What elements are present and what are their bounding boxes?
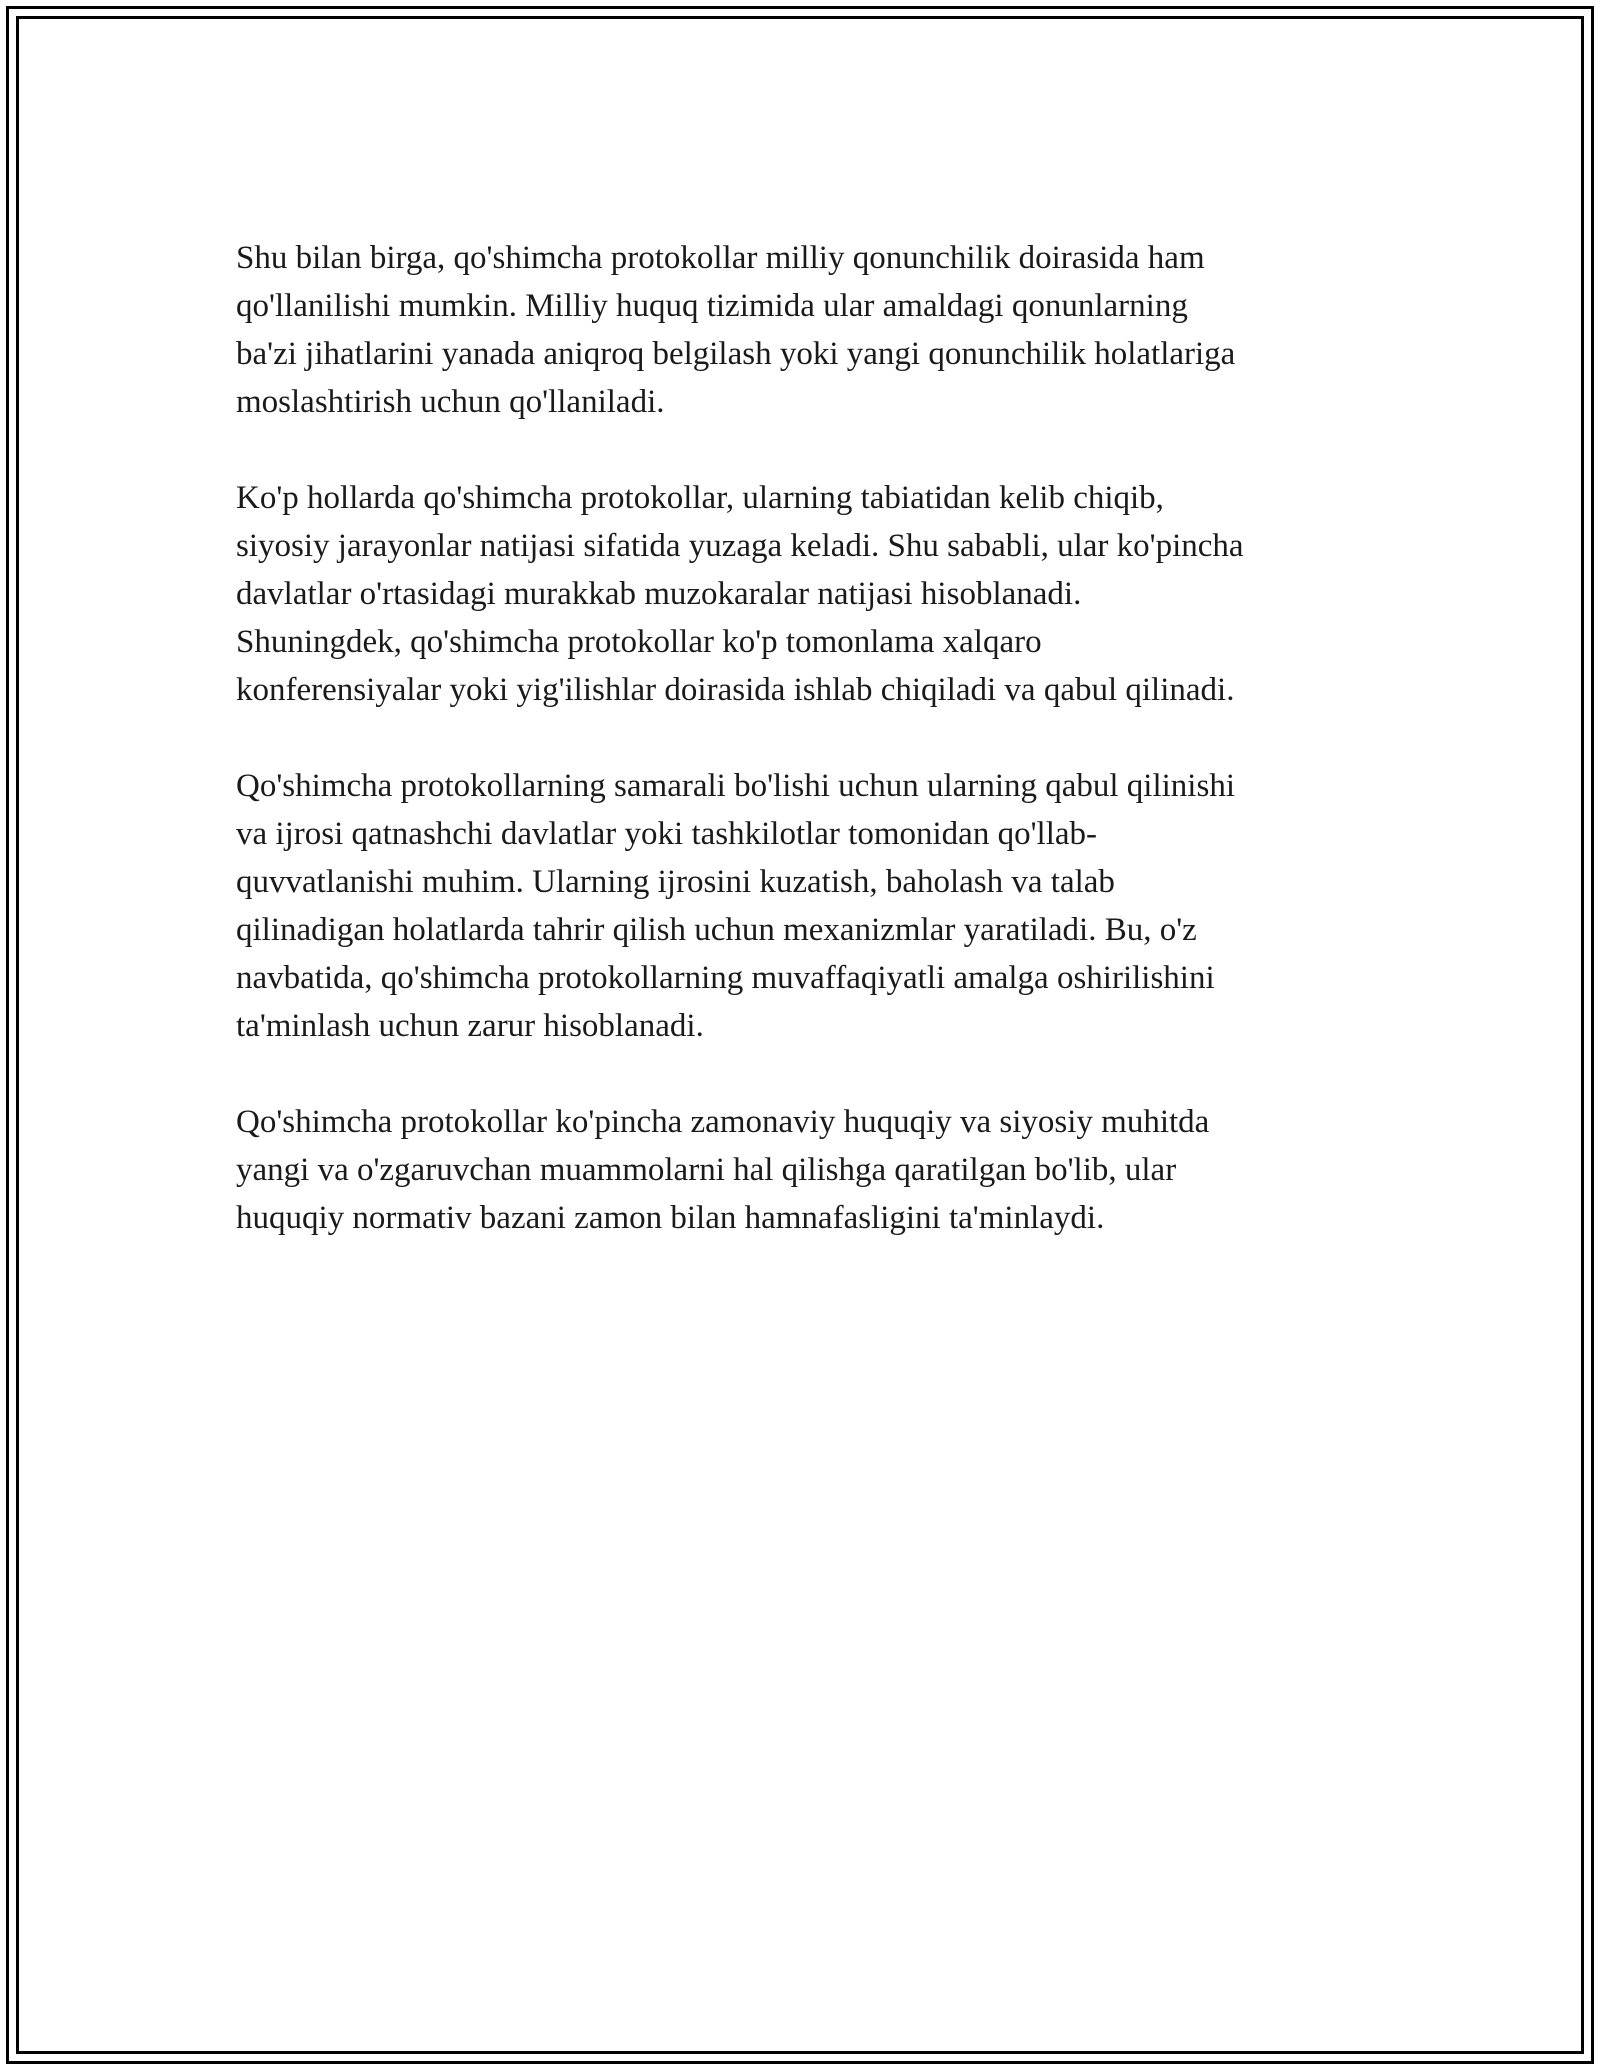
text-line: yangi va o'zgaruvchan muammolarni hal qilishga qaratilgan bo'lib, ular xyxy=(236,1152,1177,1188)
text-line: siyosiy jarayonlar natijasi sifatida yuzaga keladi. Shu sababli, ular ko'pincha xyxy=(236,528,1244,564)
text-line: moslashtirish uchun qo'llaniladi. xyxy=(236,384,665,420)
text-line: navbatida, qo'shimcha protokollarning muvaffaqiyatli amalga oshirilishini xyxy=(236,960,1215,996)
text-line: ba'zi jihatlarini yanada aniqroq belgilash yoki yangi qonunchilik holatlariga xyxy=(236,336,1236,372)
text-line: Shu bilan birga, qo'shimcha protokollar milliy qonunchilik doirasida ham xyxy=(236,240,1205,276)
text-line: ta'minlash uchun zarur hisoblanadi. xyxy=(236,1008,704,1044)
text-line: konferensiyalar yoki yig'ilishlar doirasida ishlab chiqiladi va qabul qilinadi. xyxy=(236,672,1235,708)
document-body xyxy=(236,234,1376,1290)
paragraph-3 xyxy=(236,762,1376,1050)
text-line: Qo'shimcha protokollar ko'pincha zamonaviy huquqiy va siyosiy muhitda xyxy=(236,1104,1210,1140)
text-line: huquqiy normativ bazani zamon bilan hamnafasligini ta'minlaydi. xyxy=(236,1200,1105,1236)
text-line: Qo'shimcha protokollarning samarali bo'lishi uchun ularning qabul qilinishi xyxy=(236,768,1235,804)
text-line: qo'llanilishi mumkin. Milliy huquq tizimida ular amaldagi qonunlarning xyxy=(236,288,1188,324)
text-line: va ijrosi qatnashchi davlatlar yoki tashkilotlar tomonidan qo'llab- xyxy=(236,816,1097,852)
text-line: quvvatlanishi muhim. Ularning ijrosini kuzatish, baholash va talab xyxy=(236,864,1115,900)
paragraph-2 xyxy=(236,474,1376,714)
text-line: qilinadigan holatlarda tahrir qilish uchun mexanizmlar yaratiladi. Bu, o'z xyxy=(236,912,1197,948)
text-line: Shuningdek, qo'shimcha protokollar ko'p tomonlama xalqaro xyxy=(236,624,1042,660)
paragraph-1 xyxy=(236,234,1376,426)
text-line: Ko'p hollarda qo'shimcha protokollar, ularning tabiatidan kelib chiqib, xyxy=(236,480,1164,516)
paragraph-4 xyxy=(236,1098,1376,1242)
text-line: davlatlar o'rtasidagi murakkab muzokaralar natijasi hisoblanadi. xyxy=(236,576,1082,612)
